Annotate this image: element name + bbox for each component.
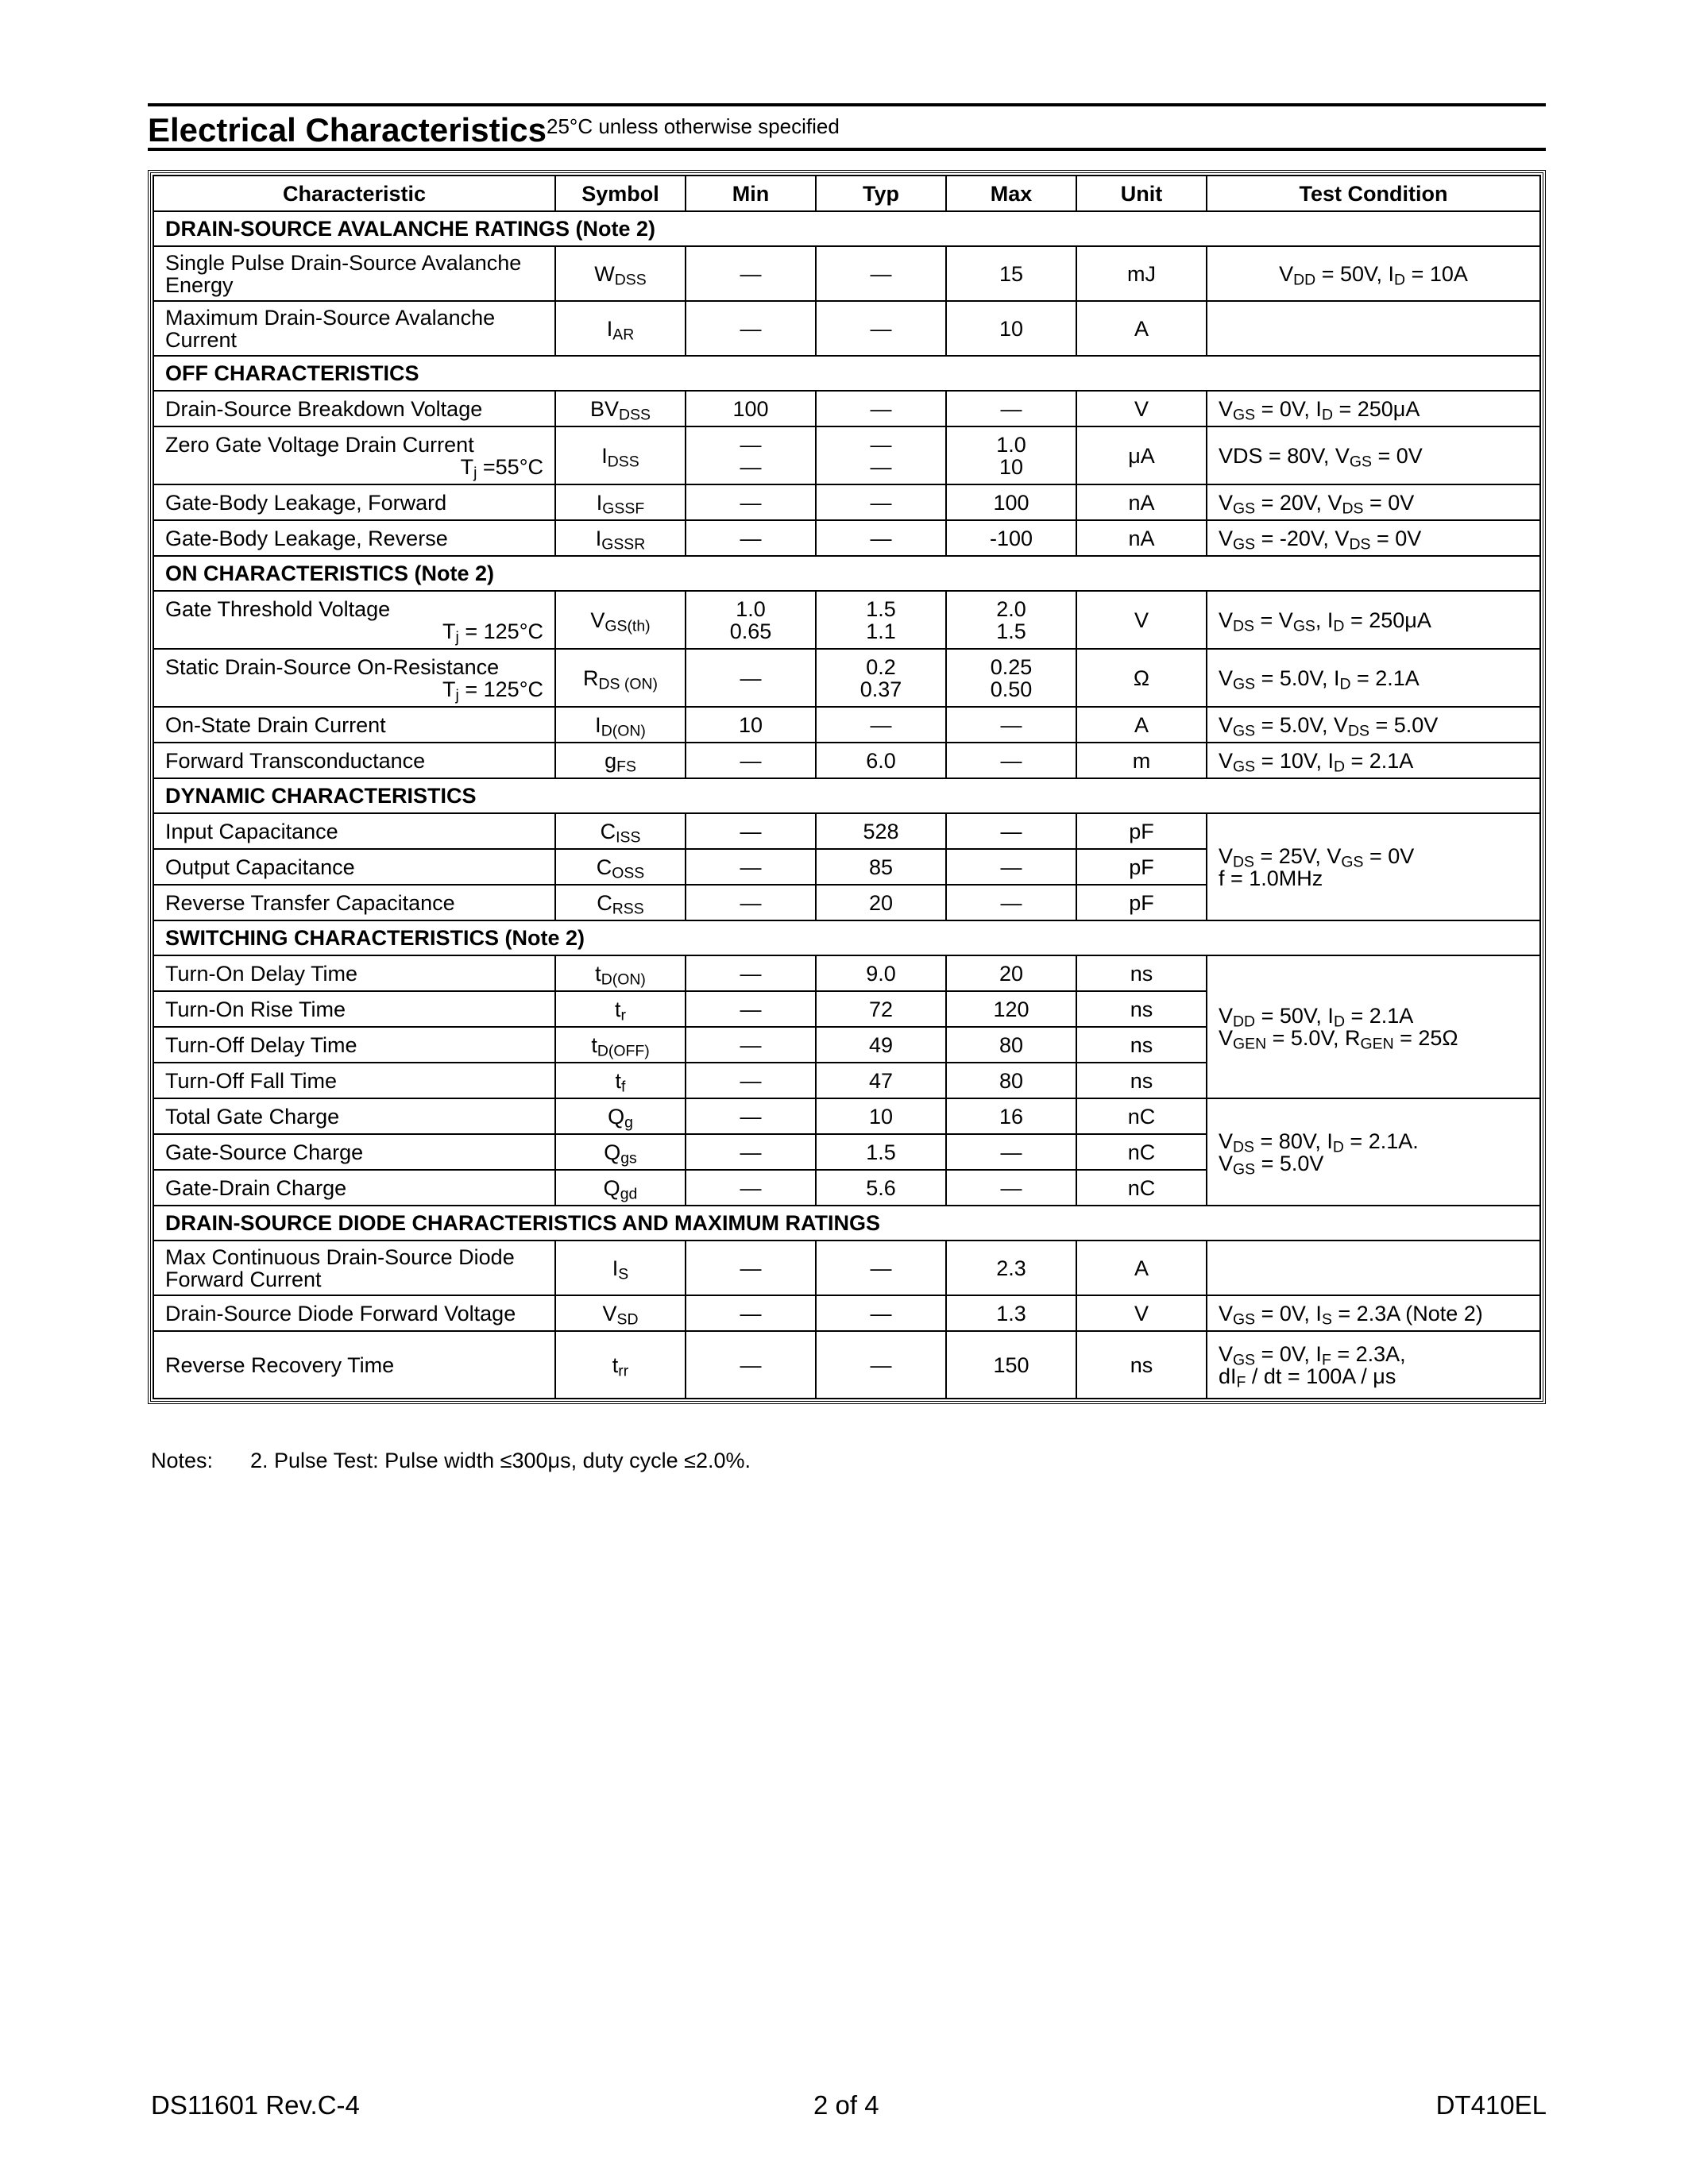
max-cell: — bbox=[946, 743, 1076, 778]
typ-cell: — bbox=[816, 1331, 946, 1399]
typ-cell: 10 bbox=[816, 1098, 946, 1134]
max-cell: 10 bbox=[946, 301, 1076, 356]
table-row-bvdss bbox=[153, 391, 1540, 426]
unit-cell: A bbox=[1076, 1241, 1207, 1295]
min-cell: — bbox=[686, 991, 816, 1027]
footer-doc-number: DS11601 Rev.C-4 bbox=[151, 2090, 360, 2120]
typ-cell: — bbox=[816, 520, 946, 556]
table-header-row bbox=[153, 176, 1540, 211]
typ-cell: — bbox=[816, 707, 946, 743]
col-header-test-condition: Test Condition bbox=[1207, 176, 1540, 211]
condition-cell: $V_{GS} = 5.0V$, $V_{DS} = 5.0V$ bbox=[1207, 707, 1540, 743]
condition-cell: $V_{DD} = 50V$, $I_D = 10A$ bbox=[1207, 246, 1540, 301]
symbol-cell: $I_{D(ON)}$ bbox=[555, 707, 686, 743]
unit-cell: ns bbox=[1076, 1027, 1207, 1063]
table-row-vsd bbox=[153, 1295, 1540, 1331]
typ-cell: 72 bbox=[816, 991, 946, 1027]
typ-cell: 9.0 bbox=[816, 955, 946, 991]
unit-cell: ns bbox=[1076, 1063, 1207, 1098]
min-cell: — bbox=[686, 484, 816, 520]
condition-cell: $V_{GS} = 0V$, $I_S = 2.3A$ (Note 2) bbox=[1207, 1295, 1540, 1331]
max-cell: — bbox=[946, 813, 1076, 849]
char-cell: Total Gate Charge bbox=[153, 1098, 555, 1134]
typ-cell: 6.0 bbox=[816, 743, 946, 778]
section-title-on: ON CHARACTERISTICS (Note 2) bbox=[153, 556, 1540, 591]
col-header-typ: Typ bbox=[816, 176, 946, 211]
min-cell: — bbox=[686, 301, 816, 356]
table-row-ciss bbox=[153, 813, 1540, 849]
symbol-cell: $C_{ISS}$ bbox=[555, 813, 686, 849]
condition-cell: $V_{GS} = 10V$, $I_D = 2.1A$ bbox=[1207, 743, 1540, 778]
condition-cell: $V_{GS} = 0V$, $I_D = 250\mu A$ bbox=[1207, 391, 1540, 426]
max-cell: 16 bbox=[946, 1098, 1076, 1134]
min-cell: — bbox=[686, 813, 816, 849]
table-row-rdson bbox=[153, 649, 1540, 707]
condition-cell-gate-charge: $V_{DS} = 80V$, $I_D = 2.1A$. $V_{GS} = 5.0V$ bbox=[1207, 1098, 1540, 1206]
col-header-unit: Unit bbox=[1076, 176, 1207, 211]
unit-cell: mJ bbox=[1076, 246, 1207, 301]
min-cell: — bbox=[686, 849, 816, 885]
min-cell: — bbox=[686, 1134, 816, 1170]
min-cell: — bbox=[686, 649, 816, 707]
min-cell: — bbox=[686, 1027, 816, 1063]
symbol-cell: $I_{GSSF}$ bbox=[555, 484, 686, 520]
max-cell: — bbox=[946, 1134, 1076, 1170]
min-cell: — bbox=[686, 1241, 816, 1295]
symbol-cell: $I_S$ bbox=[555, 1241, 686, 1295]
typ-cell: 85 bbox=[816, 849, 946, 885]
unit-cell: A bbox=[1076, 707, 1207, 743]
max-cell: 120 bbox=[946, 991, 1076, 1027]
typ-cell: 20 bbox=[816, 885, 946, 920]
symbol-cell: $C_{RSS}$ bbox=[555, 885, 686, 920]
max-cell: 150 bbox=[946, 1331, 1076, 1399]
section-title-avalanche: DRAIN-SOURCE AVALANCHE RATINGS (Note 2) bbox=[153, 211, 1540, 246]
section-title-dynamic: DYNAMIC CHARACTERISTICS bbox=[153, 778, 1540, 813]
table-row-idss bbox=[153, 426, 1540, 484]
unit-cell: ns bbox=[1076, 991, 1207, 1027]
unit-cell: V bbox=[1076, 391, 1207, 426]
char-cell: Drain-Source Breakdown Voltage bbox=[153, 391, 555, 426]
section-row-off bbox=[153, 356, 1540, 391]
char-cell: Single Pulse Drain-Source Avalanche Energy bbox=[153, 246, 555, 301]
condition-cell bbox=[1207, 301, 1540, 356]
min-cell: — bbox=[686, 955, 816, 991]
max-cell: 80 bbox=[946, 1063, 1076, 1098]
min-cell: — bbox=[686, 1331, 816, 1399]
min-cell: — bbox=[686, 1098, 816, 1134]
char-cell: Zero Gate Voltage Drain Current $T_j =55^\circ C$ bbox=[153, 426, 555, 484]
min-cell: 10 bbox=[686, 707, 816, 743]
typ-cell: 49 bbox=[816, 1027, 946, 1063]
typ-cell: — bbox=[816, 484, 946, 520]
col-header-characteristic: Characteristic bbox=[153, 176, 555, 211]
min-cell: — bbox=[686, 520, 816, 556]
typ-cell: — bbox=[816, 1295, 946, 1331]
typ-cell: 5.6 bbox=[816, 1170, 946, 1206]
table-row-vgsth bbox=[153, 591, 1540, 649]
unit-cell: nC bbox=[1076, 1134, 1207, 1170]
typ-cell: — bbox=[816, 246, 946, 301]
unit-cell: A bbox=[1076, 301, 1207, 356]
char-cell: Input Capacitance bbox=[153, 813, 555, 849]
col-header-symbol: Symbol bbox=[555, 176, 686, 211]
max-cell: 80 bbox=[946, 1027, 1076, 1063]
max-cell: 20 bbox=[946, 955, 1076, 991]
char-cell: Turn-Off Fall Time bbox=[153, 1063, 555, 1098]
section-row-avalanche bbox=[153, 211, 1540, 246]
symbol-cell: $I_{DSS}$ bbox=[555, 426, 686, 484]
condition-cell: $V_{GS} = -20V$, $V_{DS} = 0V$ bbox=[1207, 520, 1540, 556]
char-cell: Turn-On Rise Time bbox=[153, 991, 555, 1027]
section-title-off: OFF CHARACTERISTICS bbox=[153, 356, 1540, 391]
characteristics-table bbox=[153, 175, 1541, 1399]
char-cell: Gate-Body Leakage, Reverse bbox=[153, 520, 555, 556]
condition-cell: $V_{GS} = 20V$, $V_{DS} = 0V$ bbox=[1207, 484, 1540, 520]
typ-cell: 47 bbox=[816, 1063, 946, 1098]
min-cell: — bbox=[686, 885, 816, 920]
max-cell: 15 bbox=[946, 246, 1076, 301]
char-cell: Gate-Body Leakage, Forward bbox=[153, 484, 555, 520]
char-cell: Turn-On Delay Time bbox=[153, 955, 555, 991]
symbol-cell: $t_{D(ON)}$ bbox=[555, 955, 686, 991]
unit-cell: nC bbox=[1076, 1098, 1207, 1134]
typ-cell: 1.5 1.1 bbox=[816, 591, 946, 649]
symbol-cell: $W_{DSS}$ bbox=[555, 246, 686, 301]
table-row-igssr bbox=[153, 520, 1540, 556]
table-row-trr bbox=[153, 1331, 1540, 1399]
table-row-qg bbox=[153, 1098, 1540, 1134]
symbol-cell: $V_{SD}$ bbox=[555, 1295, 686, 1331]
symbol-cell: $t_{D(OFF)}$ bbox=[555, 1027, 686, 1063]
condition-cell: $V_{GS} = 5.0V$, $I_D = 2.1A$ bbox=[1207, 649, 1540, 707]
symbol-cell: $V_{GS(th)}$ bbox=[555, 591, 686, 649]
table-row-gfs bbox=[153, 743, 1540, 778]
symbol-cell: $I_{AR}$ bbox=[555, 301, 686, 356]
typ-cell: 528 bbox=[816, 813, 946, 849]
max-cell: 100 bbox=[946, 484, 1076, 520]
char-cell: Gate Threshold Voltage $T_j = 125^\circ C$ bbox=[153, 591, 555, 649]
table-row-is bbox=[153, 1241, 1540, 1295]
max-cell: — bbox=[946, 849, 1076, 885]
symbol-cell: $R_{DS (ON)}$ bbox=[555, 649, 686, 707]
table-row-wdss bbox=[153, 246, 1540, 301]
symbol-cell: $Q_{gs}$ bbox=[555, 1134, 686, 1170]
char-cell: Forward Transconductance bbox=[153, 743, 555, 778]
max-cell: 1.3 bbox=[946, 1295, 1076, 1331]
table-row-idon bbox=[153, 707, 1540, 743]
char-cell: Reverse Transfer Capacitance bbox=[153, 885, 555, 920]
unit-cell: V bbox=[1076, 1295, 1207, 1331]
unit-cell: nA bbox=[1076, 484, 1207, 520]
max-cell: -100 bbox=[946, 520, 1076, 556]
symbol-cell: $Q_g$ bbox=[555, 1098, 686, 1134]
page-subtitle: 25°C unless otherwise specified bbox=[547, 114, 840, 138]
max-cell: 2.0 1.5 bbox=[946, 591, 1076, 649]
typ-cell: — — bbox=[816, 426, 946, 484]
unit-cell: pF bbox=[1076, 885, 1207, 920]
unit-cell: pF bbox=[1076, 813, 1207, 849]
char-cell: Static Drain-Source On-Resistance $T_j = 125^\circ C$ bbox=[153, 649, 555, 707]
char-cell: On-State Drain Current bbox=[153, 707, 555, 743]
max-cell: 2.3 bbox=[946, 1241, 1076, 1295]
col-header-min: Min bbox=[686, 176, 816, 211]
unit-cell: ns bbox=[1076, 1331, 1207, 1399]
table-row-igssf bbox=[153, 484, 1540, 520]
title-bar bbox=[148, 103, 1546, 151]
symbol-cell: $I_{GSSR}$ bbox=[555, 520, 686, 556]
condition-cell: $V_{DS} = V_{GS}$, $I_D = 250\mu A$ bbox=[1207, 591, 1540, 649]
condition-cell-switching: $V_{DD} = 50V$, $I_D = 2.1A$ $V_{GEN} = 5.0V$, $R_{GEN} = 25\Omega$ bbox=[1207, 955, 1540, 1098]
char-cell: Gate-Drain Charge bbox=[153, 1170, 555, 1206]
char-cell: Maximum Drain-Source Avalanche Current bbox=[153, 301, 555, 356]
unit-cell: nA bbox=[1076, 520, 1207, 556]
unit-cell: Ω bbox=[1076, 649, 1207, 707]
max-cell: 0.25 0.50 bbox=[946, 649, 1076, 707]
unit-cell: V bbox=[1076, 591, 1207, 649]
char-cell: Gate-Source Charge bbox=[153, 1134, 555, 1170]
section-row-on bbox=[153, 556, 1540, 591]
max-cell: — bbox=[946, 885, 1076, 920]
condition-cell-dynamic: $V_{DS} = 25V$, $V_{GS} = 0V$ f = 1.0MHz bbox=[1207, 813, 1540, 920]
note-2-text: 2. Pulse Test: Pulse width ≤300μs, duty cycle ≤2.0%. bbox=[250, 1449, 751, 1472]
min-cell: — bbox=[686, 743, 816, 778]
min-cell: 1.0 0.65 bbox=[686, 591, 816, 649]
symbol-cell: $t_{rr}$ bbox=[555, 1331, 686, 1399]
symbol-cell: $g_{FS}$ bbox=[555, 743, 686, 778]
notes bbox=[151, 1448, 751, 1473]
min-cell: — bbox=[686, 1063, 816, 1098]
notes-label: Notes: bbox=[151, 1449, 214, 1472]
char-cell: Max Continuous Drain-Source Diode Forward Current bbox=[153, 1241, 555, 1295]
condition-cell: $V_{GS} = 0V$, $I_F = 2.3A$, $dI_F$ / dt = 100A / μs bbox=[1207, 1331, 1540, 1399]
max-cell: — bbox=[946, 707, 1076, 743]
page-title: Electrical Characteristics bbox=[148, 111, 547, 149]
typ-cell: 1.5 bbox=[816, 1134, 946, 1170]
section-row-diode bbox=[153, 1206, 1540, 1241]
unit-cell: ns bbox=[1076, 955, 1207, 991]
table-row-tdon bbox=[153, 955, 1540, 991]
table-row-iar bbox=[153, 301, 1540, 356]
typ-cell: 0.2 0.37 bbox=[816, 649, 946, 707]
char-cell: Output Capacitance bbox=[153, 849, 555, 885]
typ-cell: — bbox=[816, 1241, 946, 1295]
symbol-cell: $t_r$ bbox=[555, 991, 686, 1027]
section-row-switching bbox=[153, 920, 1540, 955]
footer-page-number: 2 of 4 bbox=[813, 2090, 879, 2120]
col-header-max: Max bbox=[946, 176, 1076, 211]
char-cell: Drain-Source Diode Forward Voltage bbox=[153, 1295, 555, 1331]
typ-cell: — bbox=[816, 301, 946, 356]
min-cell: — bbox=[686, 246, 816, 301]
symbol-cell: $t_f$ bbox=[555, 1063, 686, 1098]
footer-part-number: DT410EL bbox=[1435, 2090, 1547, 2120]
min-cell: — bbox=[686, 1295, 816, 1331]
char-cell: Turn-Off Delay Time bbox=[153, 1027, 555, 1063]
min-cell: 100 bbox=[686, 391, 816, 426]
min-cell: — bbox=[686, 1170, 816, 1206]
max-cell: 1.0 10 bbox=[946, 426, 1076, 484]
min-cell: — — bbox=[686, 426, 816, 484]
condition-cell: VDS = 80V, $V_{GS} = 0V$ bbox=[1207, 426, 1540, 484]
unit-cell: nC bbox=[1076, 1170, 1207, 1206]
section-title-diode: DRAIN-SOURCE DIODE CHARACTERISTICS AND MAXIMUM RATINGS bbox=[153, 1206, 1540, 1241]
max-cell: — bbox=[946, 1170, 1076, 1206]
symbol-cell: $BV_{DSS}$ bbox=[555, 391, 686, 426]
section-title-switching: SWITCHING CHARACTERISTICS (Note 2) bbox=[153, 920, 1540, 955]
symbol-cell: $C_{OSS}$ bbox=[555, 849, 686, 885]
unit-cell: pF bbox=[1076, 849, 1207, 885]
char-cell: Reverse Recovery Time bbox=[153, 1331, 555, 1399]
symbol-cell: $Q_{gd}$ bbox=[555, 1170, 686, 1206]
characteristics-table-frame bbox=[148, 170, 1546, 1404]
unit-cell: μA bbox=[1076, 426, 1207, 484]
section-row-dynamic bbox=[153, 778, 1540, 813]
typ-cell: — bbox=[816, 391, 946, 426]
max-cell: — bbox=[946, 391, 1076, 426]
unit-cell: m bbox=[1076, 743, 1207, 778]
condition-cell bbox=[1207, 1241, 1540, 1295]
